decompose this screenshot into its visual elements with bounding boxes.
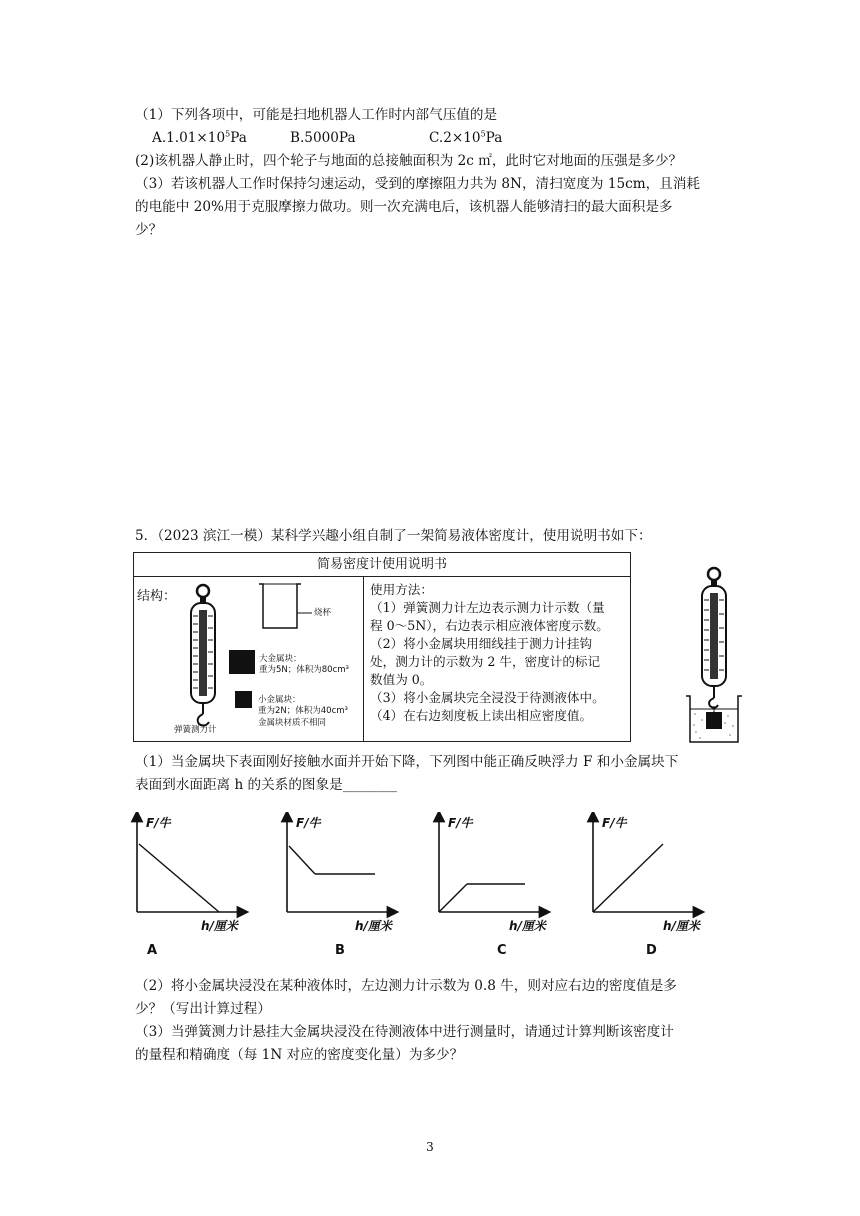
- graph-d-ylabel: F/牛: [602, 816, 627, 830]
- graph-d-xlabel: h/厘米: [663, 919, 700, 933]
- graph-b-label: B: [335, 943, 345, 958]
- q4-part3-line3: 少？: [135, 222, 163, 238]
- graph-c-ylabel: F/牛: [448, 816, 473, 830]
- usage-line: （4）在右边刻度板上读出相应密度值。: [370, 708, 593, 723]
- page-number: 3: [426, 1140, 434, 1154]
- q5-part2-line1: （2）将小金属块浸没在某种液体时，左边测力计示数为 0.8 牛，则对应右边的密度值是多: [135, 978, 677, 994]
- answer-graphs: [125, 812, 735, 930]
- instruction-table: [133, 552, 631, 742]
- usage-line: 数值为 0。: [370, 672, 433, 687]
- q4-option-b: B.5000Pa: [290, 130, 356, 146]
- small-block-label: 小金属块：: [258, 695, 301, 705]
- graph-a-ylabel: F/牛: [146, 816, 171, 830]
- small-block-spec: 重为2N；体积为40cm³: [258, 706, 348, 716]
- q4-option-a: $A.1.01\times 10^5Pa$: [152, 129, 247, 146]
- big-block-label: 大金属块：: [259, 654, 302, 664]
- q5-part1-line1: （1）当金属块下表面刚好接触水面并开始下降，下列图中能正确反映浮力 F 和小金属块下: [135, 754, 679, 770]
- usage-line: 程 0～5N），右边表示相应液体密度示数。: [370, 618, 609, 633]
- q4-option-c: $C.2\times 10^5Pa$: [429, 129, 503, 146]
- usage-line: （2）将小金属块用细线挂于测力计挂钩: [370, 636, 593, 651]
- beaker-label: 烧杯: [314, 608, 332, 618]
- apparatus-illustration: [680, 562, 750, 748]
- q5-part2-line2: 少？（写出计算过程）: [135, 1001, 271, 1017]
- structure-label: 结构：: [137, 589, 177, 604]
- usage-line: （3）将小金属块完全浸没于待测液体中。: [370, 690, 605, 705]
- q4-part2: (2)该机器人静止时，四个轮子与地面的总接触面积为 2c ㎡，此时它对地面的压强是多少？: [135, 153, 683, 169]
- q5-part1-line2: 表面到水面距离 h 的关系的图象是________: [135, 777, 398, 793]
- graph-b-ylabel: F/牛: [296, 816, 321, 830]
- graph-a-xlabel: h/厘米: [201, 919, 238, 933]
- usage-line: 处，测力计的示数为 2 牛，密度计的标记: [370, 654, 601, 669]
- q4-part3-line2: 的电能中 20%用于克服摩擦力做功。则一次充满电后，该机器人能够清扫的最大面积是多: [135, 199, 673, 215]
- graph-c-xlabel: h/厘米: [509, 919, 546, 933]
- graph-b-xlabel: h/厘米: [355, 919, 392, 933]
- graph-d-label: D: [646, 943, 657, 958]
- instruction-table-title: 简易密度计使用说明书: [134, 553, 630, 577]
- graph-a-label: A: [147, 943, 158, 958]
- q4-part1: （1）下列各项中，可能是扫地机器人工作时内部气压值的是: [135, 107, 498, 123]
- q5-part3-line1: （3）当弹簧测力计悬挂大金属块浸没在待测液体中进行测量时，请通过计算判断该密度计: [135, 1024, 674, 1040]
- material-note: 金属块材质不相同: [258, 718, 327, 728]
- usage-line: 使用方法：: [370, 582, 433, 597]
- q5-intro: 5．（2023 滨江一模）某科学兴趣小组自制了一架简易液体密度计，使用说明书如下：: [135, 528, 652, 544]
- usage-line: （1）弹簧测力计左边表示测力计示数（量: [370, 600, 605, 615]
- graph-c-label: C: [497, 943, 507, 958]
- q5-part3-line2: 的量程和精确度（每 1N 对应的密度变化量）为多少？: [135, 1047, 464, 1063]
- table-divider: [363, 576, 364, 741]
- usage-instructions: [370, 581, 628, 725]
- big-block-spec: 重为5N；体积为80cm³: [259, 665, 349, 675]
- q4-part3-line1: （3）若该机器人工作时保持匀速运动，受到的摩擦阻力共为 8N，清扫宽度为 15cm，且消耗: [135, 176, 701, 192]
- spring-scale-label: 弹簧测力计: [174, 725, 217, 735]
